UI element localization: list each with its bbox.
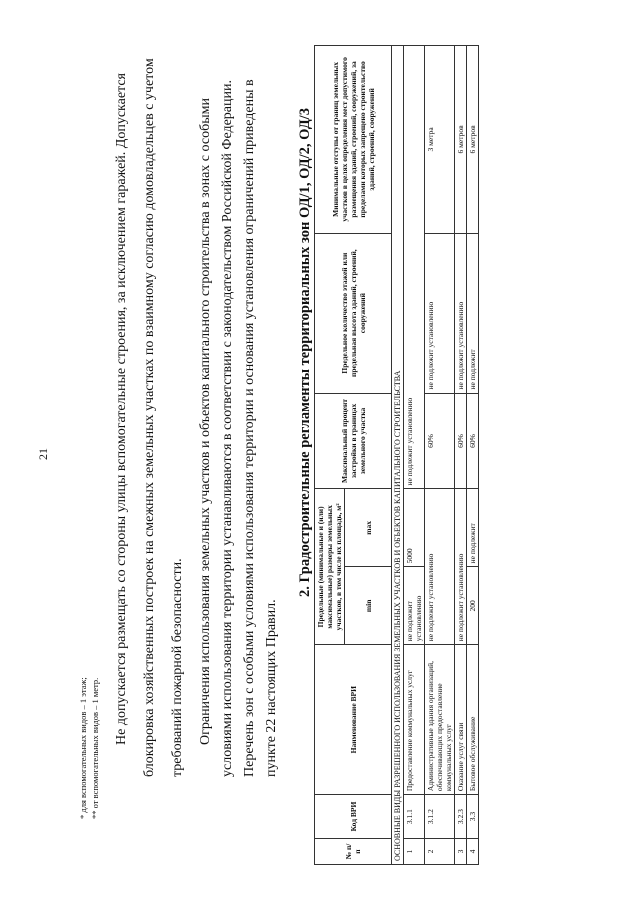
row-floors: не подлежит установлению: [455, 233, 467, 393]
header-floors: Предельное количество этажей или предельная высота зданий, строений, сооружений: [315, 233, 392, 393]
row-max: 5000: [404, 489, 425, 567]
regulations-table: [314, 45, 479, 865]
row-num: 4: [467, 839, 479, 865]
row-name: Оказание услуг связи: [455, 645, 467, 795]
table-row: [425, 46, 455, 865]
header-max: max: [345, 489, 392, 567]
paragraph-line: условиями использования территории устанавливаются в соответствии с законодательством Российской Федерации.: [220, 80, 235, 777]
row-code: 3.2.3: [455, 795, 467, 839]
header-code: Код ВРИ: [315, 795, 392, 839]
row-setback: 6 метров: [455, 46, 467, 234]
header-setbacks: Минимальные отступы от границ земельных участков в целях определения мест допустимого размещения зданий, строений, сооружений, за пределами которых запрещено строительство зданий, строений, сооружений: [315, 46, 392, 234]
row-percent: 60%: [467, 393, 479, 489]
row-code: 3.1.2: [425, 795, 455, 839]
row-min: не подлежит установлению: [425, 489, 455, 645]
row-min: 200: [467, 567, 479, 645]
paragraph-line: Не допускается размещать со стороны улицы вспомогательные строения, за исключением гаражей. Допускается: [114, 73, 129, 745]
paragraph-line: блокировка хозяйственных построек на смежных земельных участках по взаимному согласию домовладельцев с учетом: [142, 58, 157, 777]
header-num: № п/п: [315, 839, 392, 865]
header-min: min: [345, 567, 392, 645]
row-percent: 60%: [425, 393, 455, 489]
row-name: Административные здания организаций, обеспечивающих предоставление коммунальных услуг: [425, 645, 455, 795]
row-name: Бытовое обслуживание: [467, 645, 479, 795]
row-code: 3.3: [467, 795, 479, 839]
row-min: не подлежит установлению: [404, 567, 425, 645]
paragraph-line: Перечень зон с особыми условиями использования территории и основания установления ограничений приведены в: [242, 79, 257, 777]
section-title: ОСНОВНЫЕ ВИДЫ РАЗРЕШЕННОГО ИСПОЛЬЗОВАНИЯ ЗЕМЕЛЬНЫХ УЧАСТКОВ И ОБЪЕКТОВ КАПИТАЛЬНОГО СТРОИТЕЛЬСТВА: [392, 46, 404, 865]
table-row: [404, 46, 425, 865]
row-num: 3: [455, 839, 467, 865]
row-floors: не подлежит установлению: [425, 233, 455, 393]
row-num: 1: [404, 839, 425, 865]
row-min: не подлежит установлению: [455, 489, 467, 645]
header-percent: Максимальный процент застройки в границах земельного участка: [315, 393, 392, 489]
header-name: Наименование ВРИ: [315, 645, 392, 795]
paragraph-line: Ограничения использования земельных участков и объектов капитального строительства в зонах с особыми: [198, 98, 213, 745]
table-row: [467, 46, 479, 865]
row-setback: 3 метра: [425, 46, 455, 234]
table-row: [455, 46, 467, 865]
footnote-1: * для вспомогательных видов – 1 этаж;: [78, 677, 88, 819]
row-setback: 6 метров: [467, 46, 479, 234]
row-name: Предоставление коммунальных услуг: [404, 645, 425, 795]
row-percent: 60%: [455, 393, 467, 489]
row-percent: не подлежит установлению: [404, 46, 425, 489]
header-sizes: Предельные (минимальные и (или) максимальные) размеры земельных участков, в том числе их площадь, м²: [315, 489, 345, 645]
table-header-row: [315, 46, 345, 865]
section-heading: 2. Градостроительные регламенты территориальных зон ОД/1, ОД/2, ОД/3: [297, 108, 313, 597]
row-floors: не подлежит: [467, 233, 479, 393]
row-code: 3.1.1: [404, 795, 425, 839]
paragraph-line: пункте 22 настоящих Правил.: [264, 599, 279, 777]
row-max: не подлежит: [467, 489, 479, 567]
paragraph-line: требований пожарной безопасности.: [170, 558, 185, 777]
page-number: 21: [36, 448, 50, 460]
row-num: 2: [425, 839, 455, 865]
footnote-2: ** от вспомогательных видов – 1 метр.: [90, 677, 100, 819]
section-row: [392, 46, 404, 865]
